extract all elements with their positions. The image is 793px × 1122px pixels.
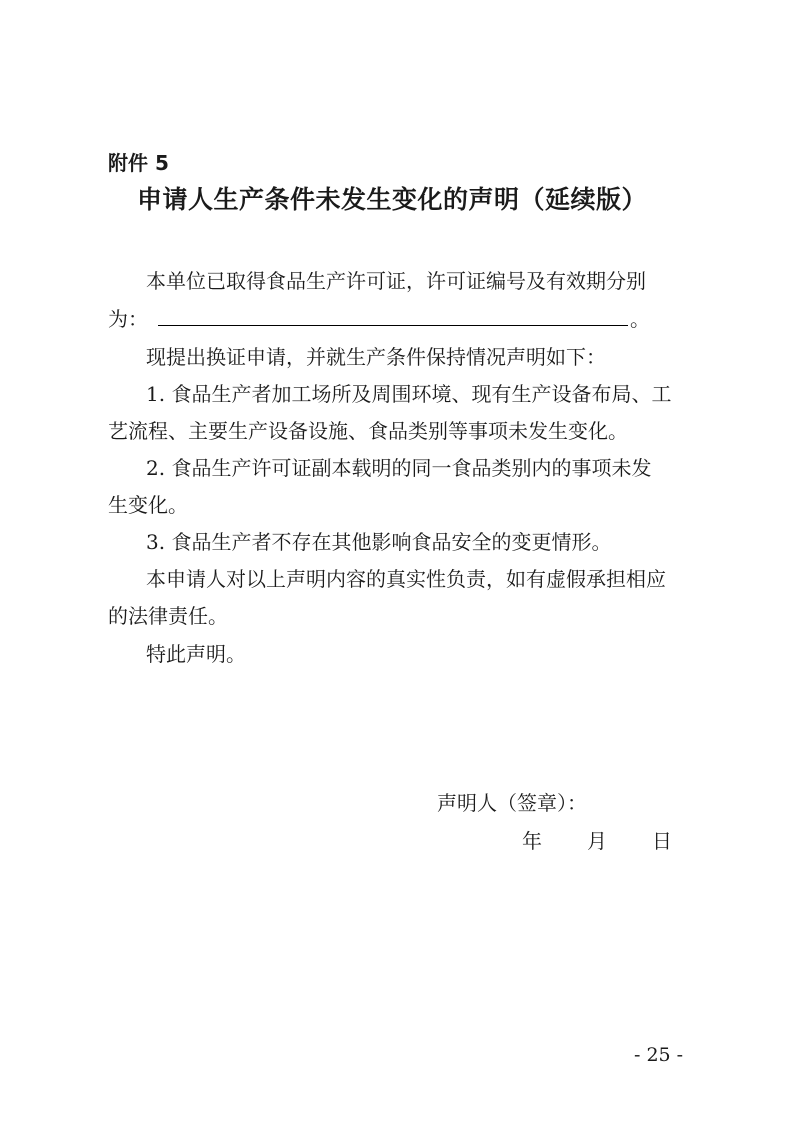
date-year: 年 [522, 829, 542, 853]
license-suffix: 。 [630, 307, 650, 331]
page-number: - 25 - [634, 1044, 684, 1066]
body-line-8: 3. 食品生产者不存在其他影响食品安全的变更情形。 [146, 530, 612, 554]
document-title: 申请人生产条件未发生变化的声明（延续版） [137, 185, 648, 214]
body-line-6: 2. 食品生产许可证副本载明的同一食品类别内的事项未发 [146, 456, 652, 480]
body-line-4: 1. 食品生产者加工场所及周围环境、现有生产设备布局、工 [146, 382, 672, 406]
body-line-2 [108, 303, 650, 332]
body-line-1: 本单位已取得食品生产许可证，许可证编号及有效期分别 [146, 269, 646, 293]
body-line-3: 现提出换证申请，并就生产条件保持情况声明如下： [146, 345, 606, 369]
body-line-10: 的法律责任。 [108, 604, 228, 628]
body-line-5: 艺流程、主要生产设备设施、食品类别等事项未发生变化。 [108, 419, 628, 443]
body-line-7: 生变化。 [108, 493, 188, 517]
attachment-label: 附件 5 [108, 151, 169, 175]
body-line-9: 本申请人对以上声明内容的真实性负责，如有虚假承担相应 [146, 567, 666, 591]
body-line-11: 特此声明。 [146, 642, 246, 666]
license-number-blank [158, 309, 628, 326]
date-day: 日 [652, 829, 672, 853]
date-month: 月 [587, 829, 607, 853]
signature-label: 声明人（签章）： [437, 791, 587, 815]
license-prefix: 为： [108, 307, 148, 331]
